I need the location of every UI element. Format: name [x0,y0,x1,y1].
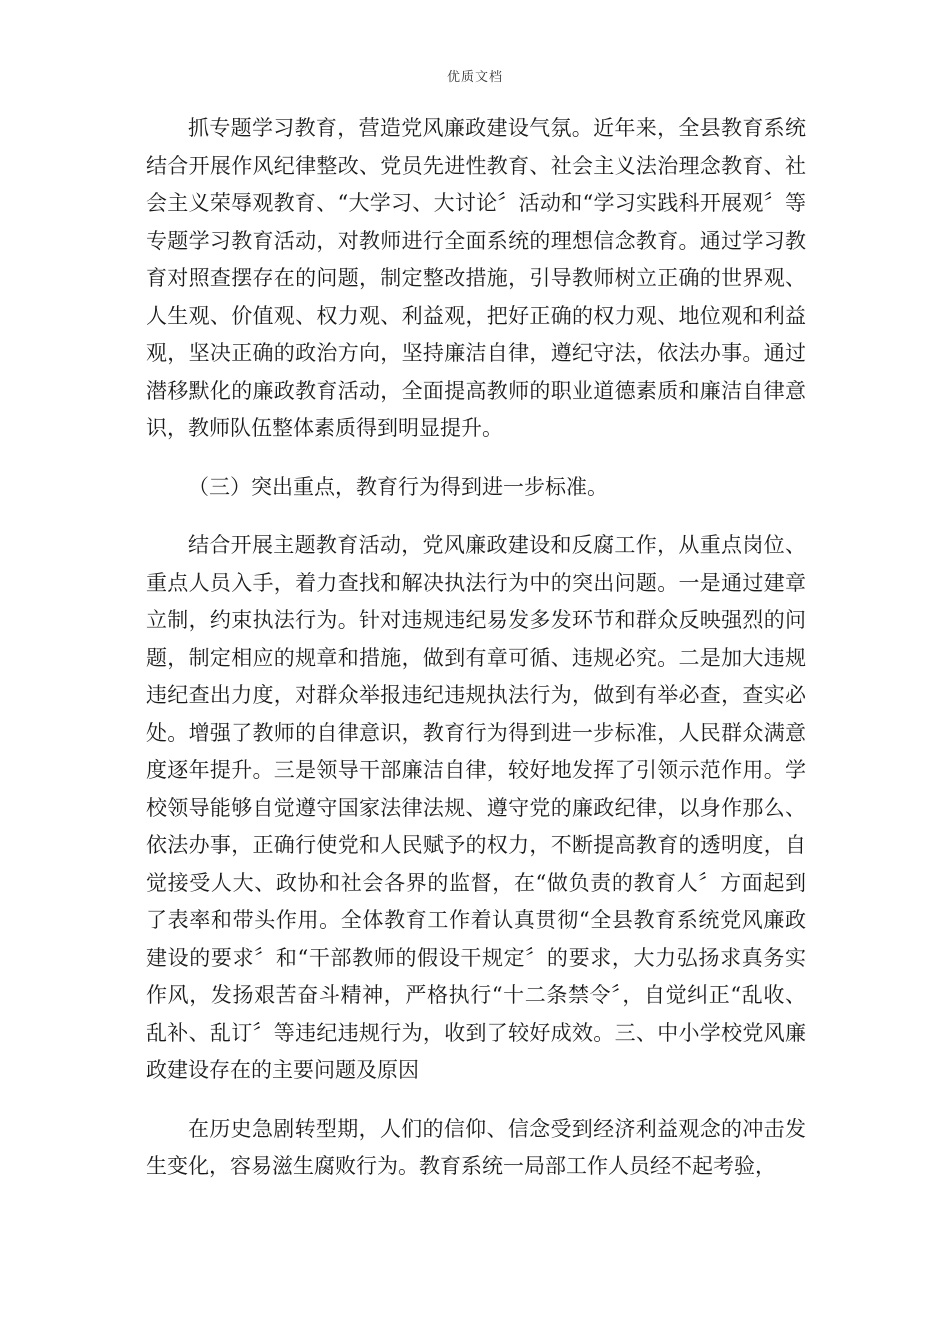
paragraph-study-education: 抓专题学习教育，营造党风廉政建设气氛。近年来，全县教育系统结合开展作风纪律整改、党员先进性教育、社会主义法治理念教育、社会主义荣辱观教育、“大学习、大讨论〞活动和“学习实践科开展观〞等专题学习教育活动，对教师进行全面系统的理想信念教育。通过学习教育对照查摆存在的问题，制定整改措施，引导教师树立正确的世界观、人生观、价值观、权力观、利益观，把好正确的权力观、地位观和利益观，坚决正确的政治方向，坚持廉洁自律，遵纪守法，依法办事。通过潜移默化的廉政教育活动，全面提高教师的职业道德素质和廉洁自律意识，教师队伍整体素质得到明显提升。 [146,116,806,440]
paragraph-historical-transition: 在历史急剧转型期，人们的信仰、信念受到经济利益观念的冲击发生变化，容易滋生腐败行为。教育系统一局部工作人员经不起考验， [146,1116,806,1178]
paragraph-key-focus: 结合开展主题教育活动，党风廉政建设和反腐工作，从重点岗位、重点人员入手，着力查找和解决执法行为中的突出问题。一是通过建章立制，约束执法行为。针对违规违纪易发多发环节和群众反映强烈的问题，制定相应的规章和措施，做到有章可循、违规必究。二是加大违规违纪查出力度，对群众举报违纪违规执法行为，做到有举必查，查实必处。增强了教师的自律意识，教育行为得到进一步标准，人民群众满意度逐年提升。三是领导干部廉洁自律，较好地发挥了引领示范作用。学校领导能够自觉遵守国家法律法规、遵守党的廉政纪律，以身作那么、依法办事，正确行使党和人民赋予的权力，不断提高教育的透明度，自觉接受人大、政协和社会各界的监督，在“做负责的教育人〞方面起到了表率和带头作用。全体教育工作着认真贯彻“全县教育系统党风廉政建设的要求〞和“干部教师的假设干规定〞的要求，大力弘扬求真务实作风，发扬艰苦奋斗精神，严格执行“十二条禁令〞，自觉纠正“乱收、乱补、乱订〞等违纪违规行为，收到了较好成效。三、中小学校党风廉政建设存在的主要问题及原因 [146,533,806,1082]
document-body [146,110,806,1186]
page-header: 优质文档 [446,70,503,85]
section-heading-three: （三）突出重点，教育行为得到进一步标准。 [188,474,608,499]
